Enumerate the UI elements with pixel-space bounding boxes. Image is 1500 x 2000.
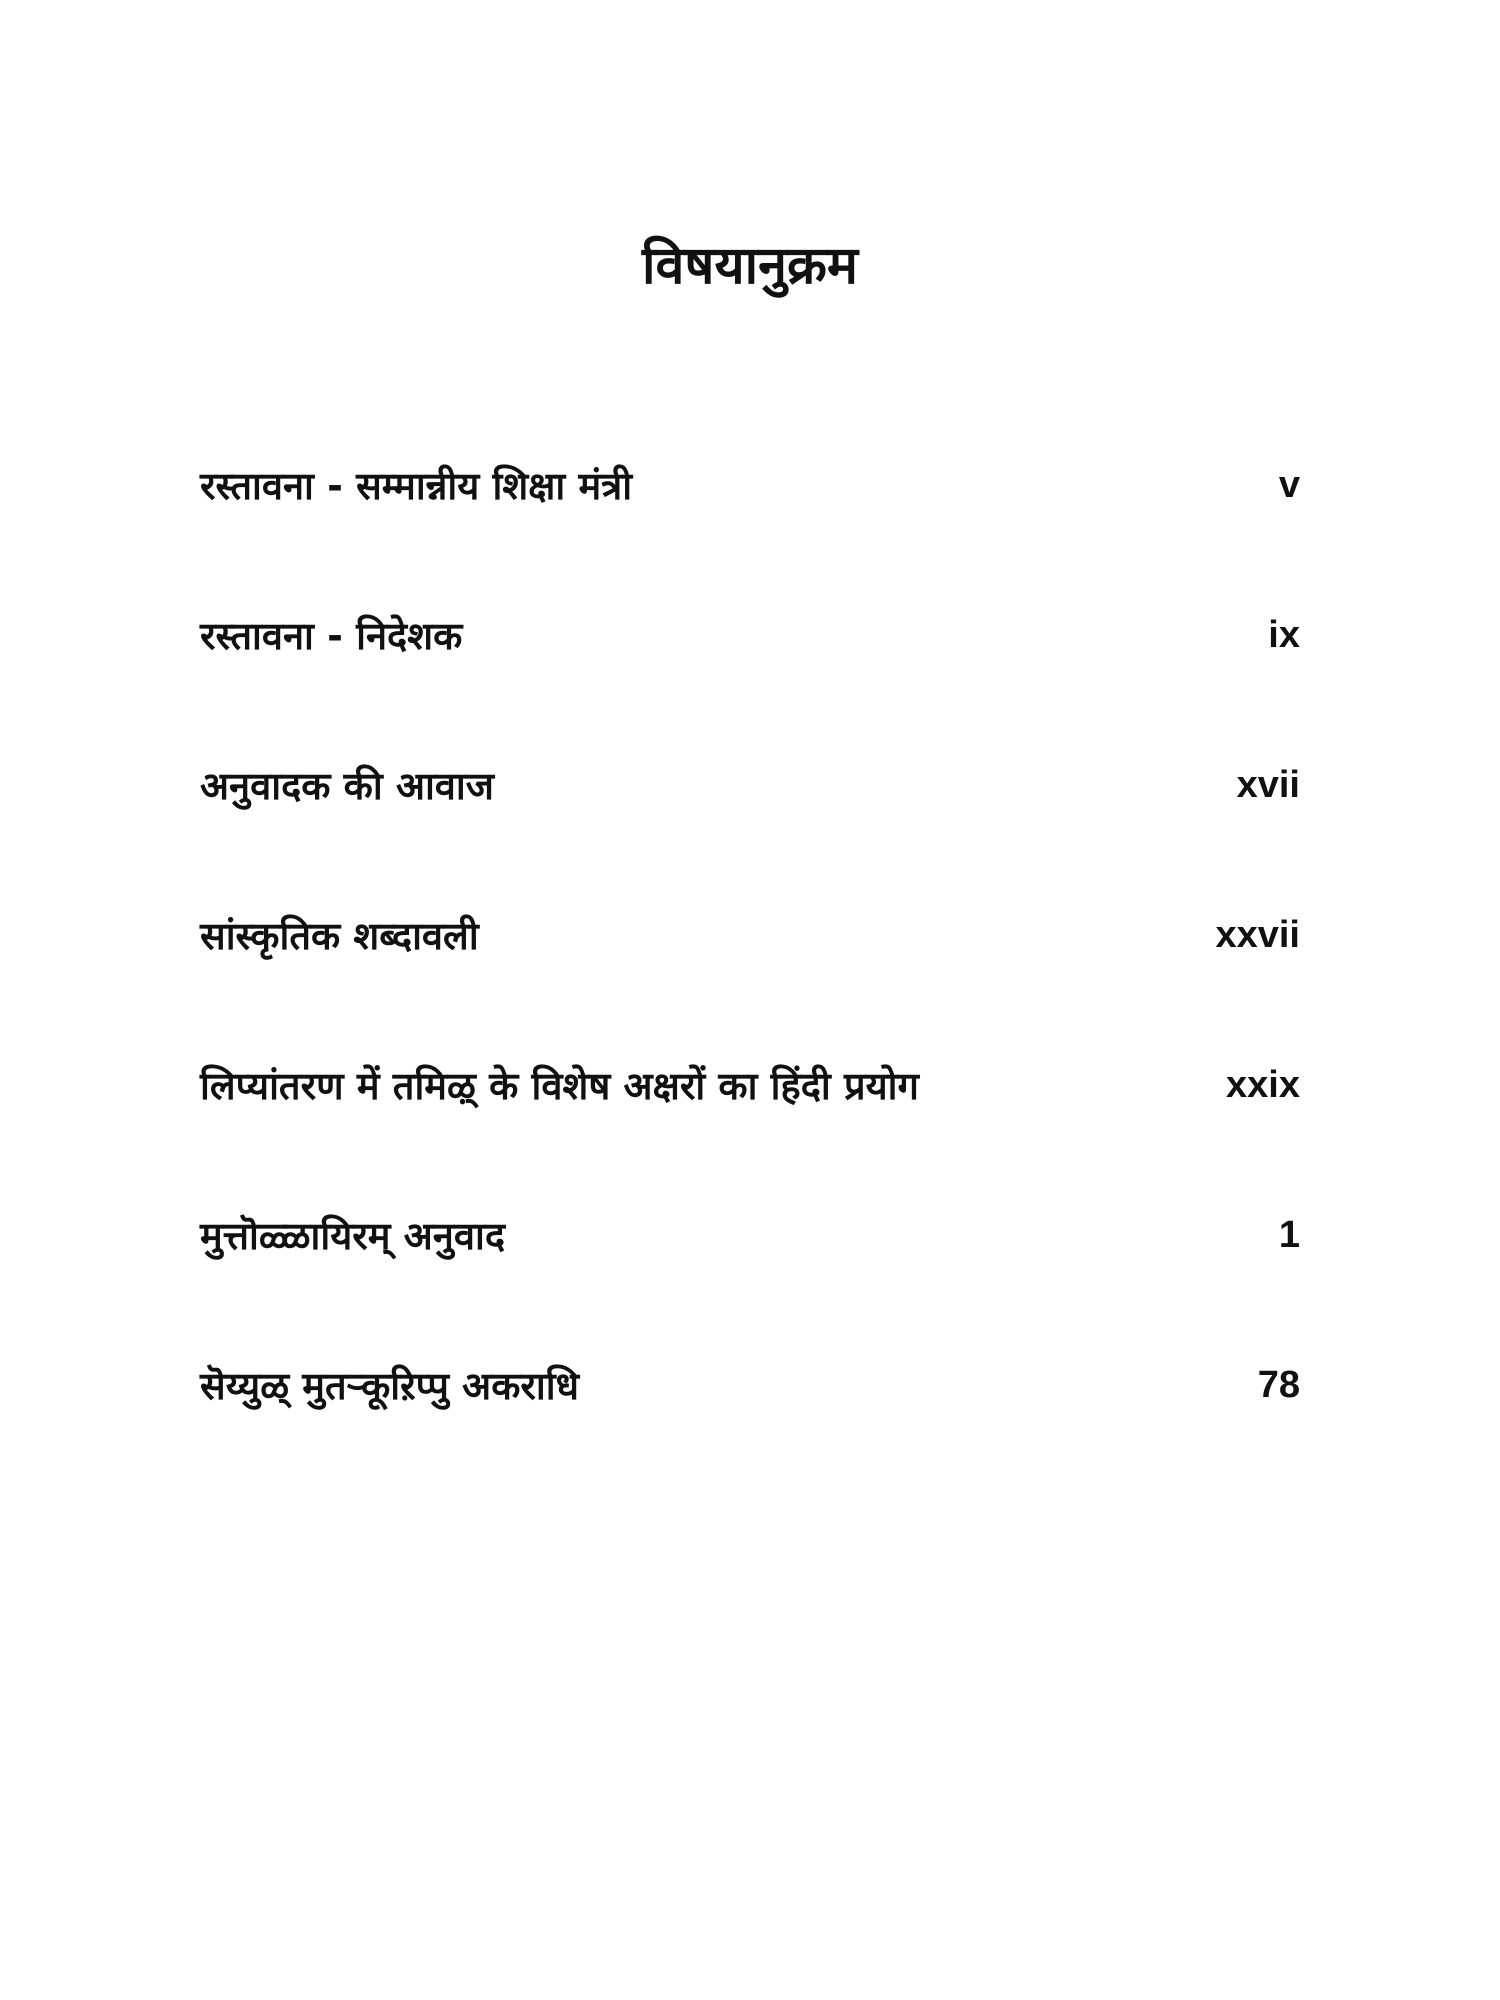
toc-entry-page: 78 xyxy=(1257,1363,1300,1406)
toc-entry-page: v xyxy=(1278,463,1300,506)
toc-entry-page: xvii xyxy=(1236,763,1300,806)
toc-entry-label: रस्तावना - सम्मान्नीय शिक्षा मंत्री xyxy=(200,464,633,508)
toc-entry-page: xxvii xyxy=(1215,913,1300,956)
toc-entry-label: अनुवादक की आवाज xyxy=(200,764,494,808)
toc-entry-page: ix xyxy=(1268,613,1300,656)
toc-entry-transliteration xyxy=(200,1055,1300,1115)
toc-entry-label: रस्तावना - निदेशक xyxy=(200,614,463,658)
toc-entry-preface-director xyxy=(200,605,1300,665)
toc-entry-verse-index xyxy=(200,1355,1300,1415)
toc-entry-label: सॆय्युळ् मुतऱ्कूऱिप्पु अकराधि xyxy=(200,1364,579,1408)
toc-entry-preface-minister xyxy=(200,455,1300,515)
toc-entry-translator-voice xyxy=(200,755,1300,815)
toc-entry-label: लिप्यांतरण में तमिऴ् के विशेष अक्षरों का हिंदी प्रयोग xyxy=(200,1064,919,1108)
toc-entry-page: xxix xyxy=(1226,1063,1300,1106)
toc-entry-page: 1 xyxy=(1278,1213,1300,1256)
toc-entry-cultural-glossary xyxy=(200,905,1300,965)
table-of-contents xyxy=(200,455,1300,1505)
page-title: विषयानुक्रम xyxy=(642,235,858,296)
toc-entry-label: सांस्कृतिक शब्दावली xyxy=(200,914,479,958)
toc-entry-translation xyxy=(200,1205,1300,1265)
toc-entry-label: मुत्तॊळ्ळायिरम् अनुवाद xyxy=(200,1214,506,1258)
